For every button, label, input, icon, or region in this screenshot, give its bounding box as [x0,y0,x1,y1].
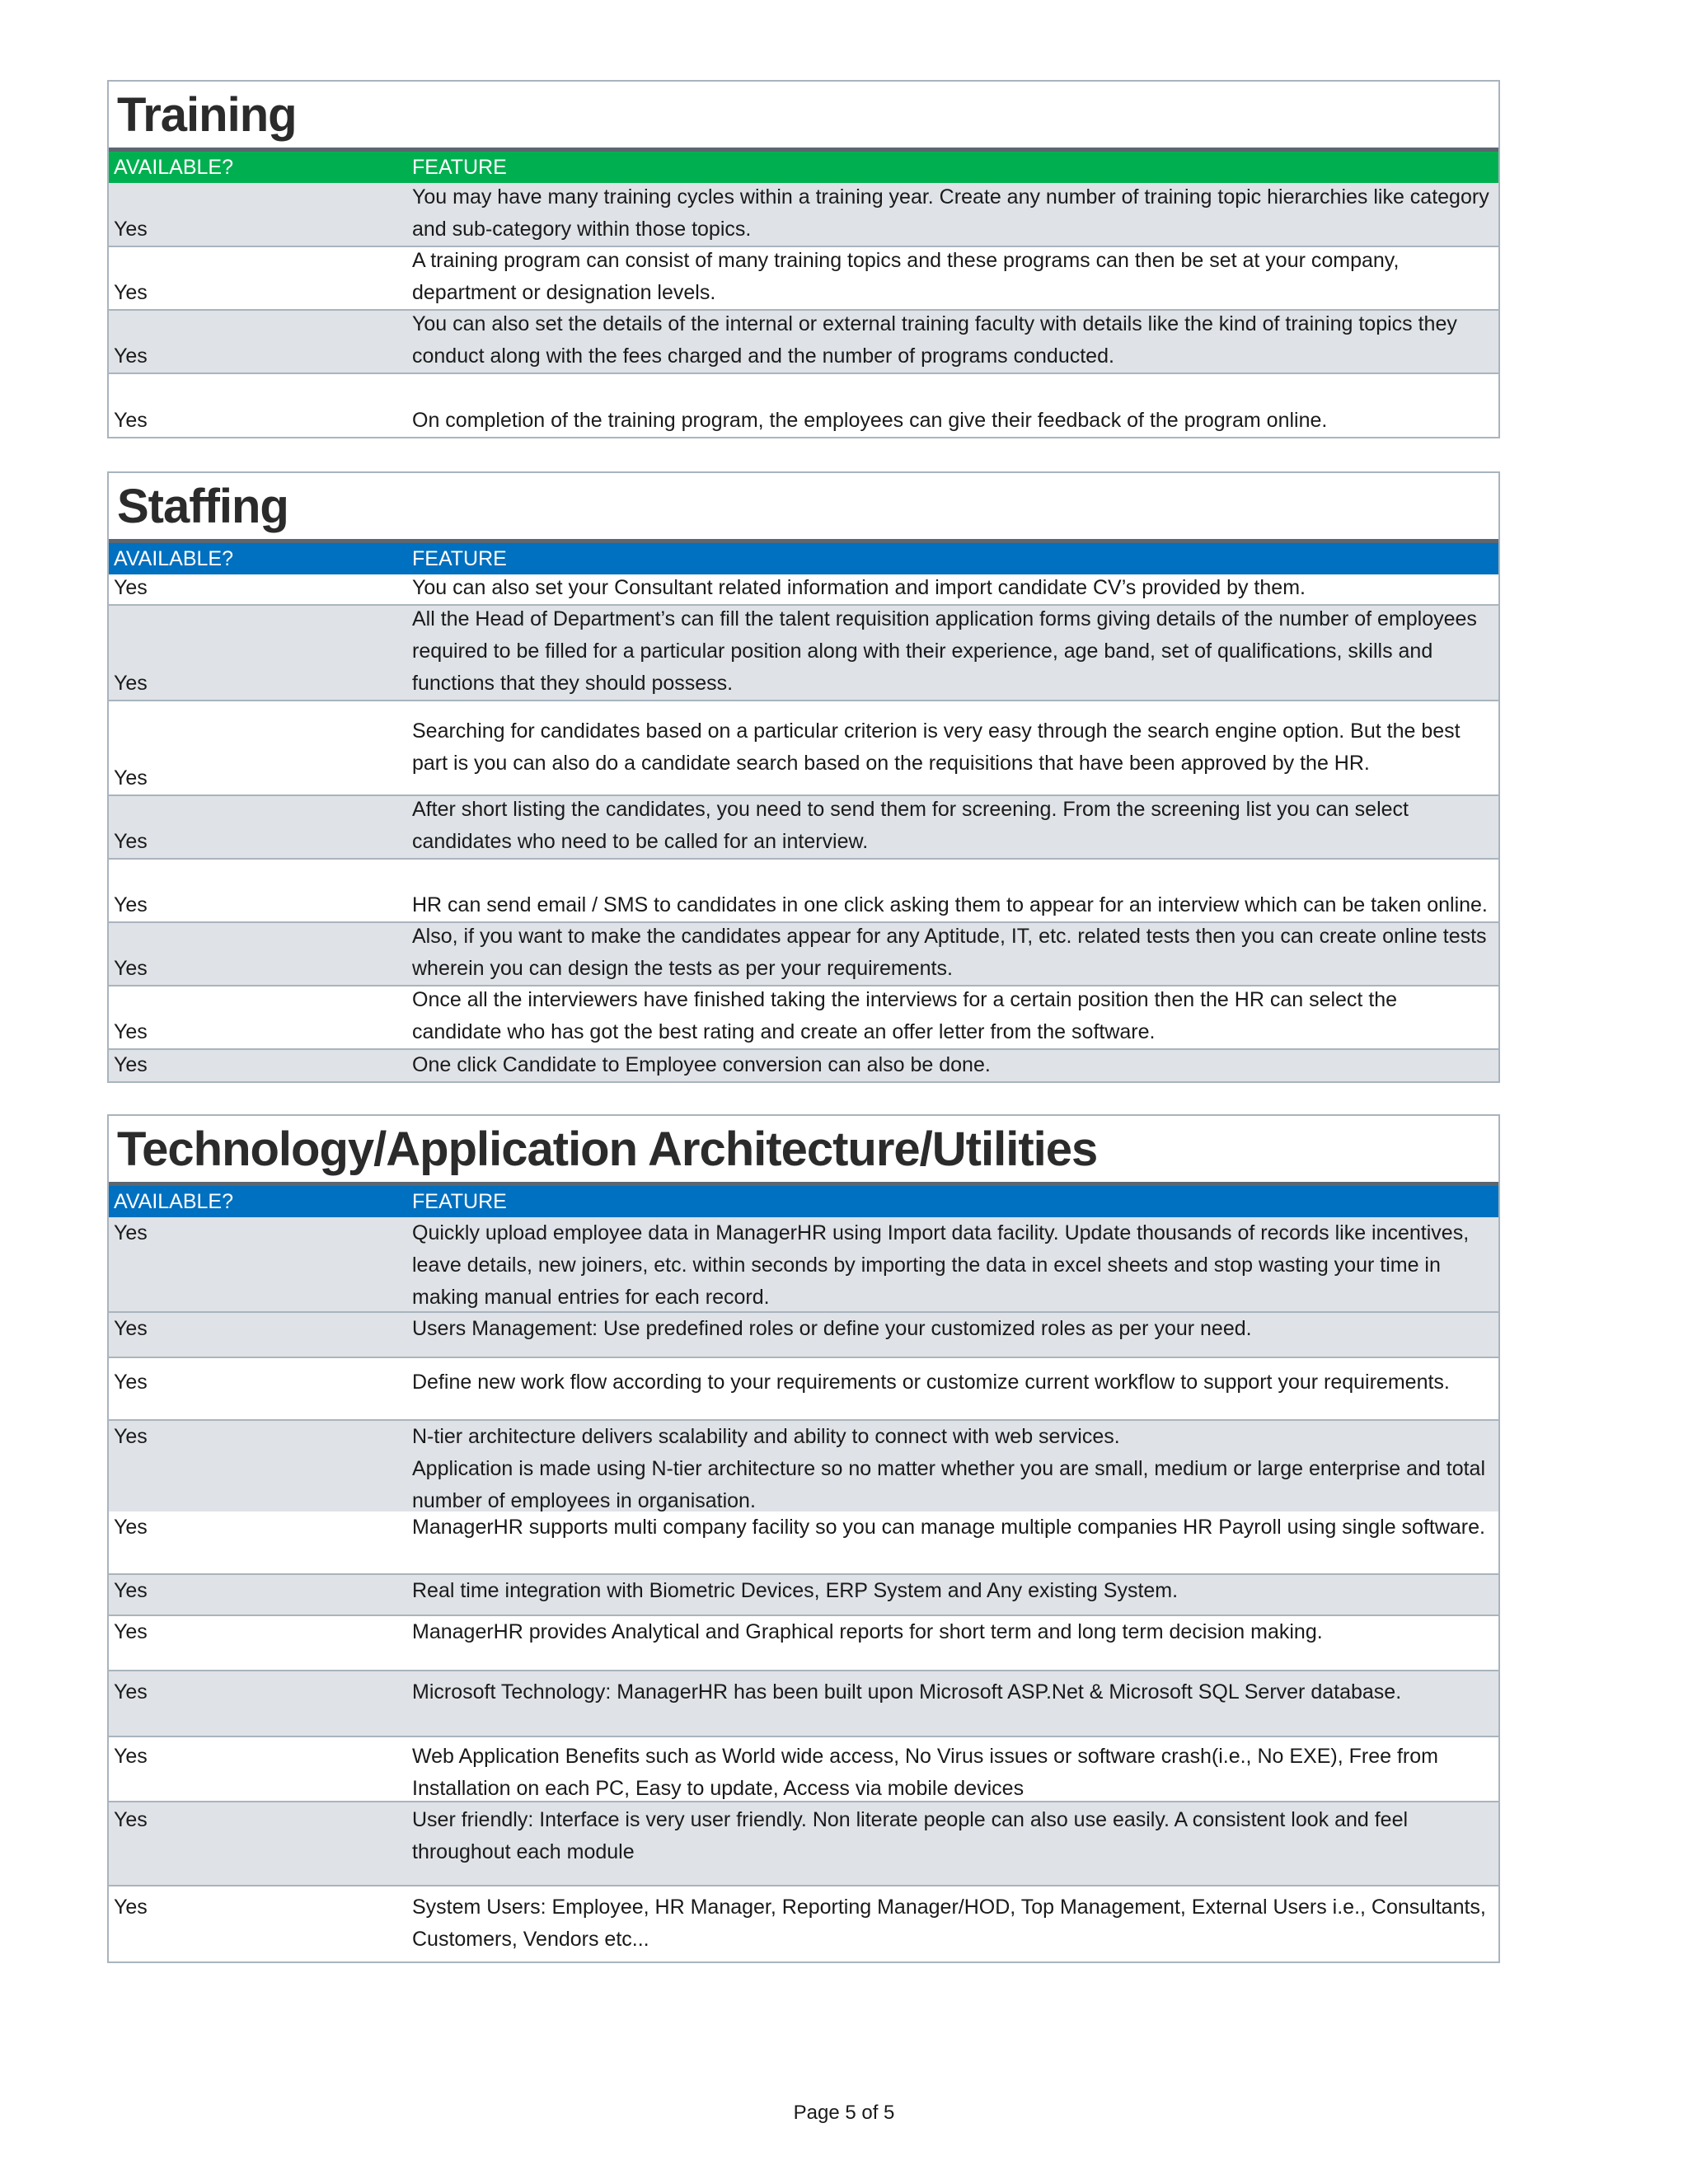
staffing-col-available: AVAILABLE? [114,546,233,570]
feature-cell: Once all the interviewers have finished taking the interviews for a certain position then the HR can select the candidate who has got the best rating and create an offer letter from the software. [412,988,1398,1043]
table-row [109,183,1498,247]
table-row [109,701,1498,796]
available-cell: Yes [114,766,148,790]
available-cell: Yes [114,1221,148,1244]
available-cell: Yes [114,1808,148,1831]
staffing-title-box [109,473,1498,543]
table-row [109,860,1498,923]
staffing-section [107,471,1500,1083]
feature-cell: Users Management: Use predefined roles or define your customized roles as per your need. [412,1317,1252,1340]
available-cell: Yes [114,409,148,432]
table-row [109,1616,1498,1671]
table-row [109,1050,1498,1081]
feature-cell: You can also set your Consultant related information and import candidate CV’s provided by them. [412,576,1306,599]
table-row [109,1217,1498,1313]
available-cell: Yes [114,1680,148,1704]
technology-col-available: AVAILABLE? [114,1189,233,1213]
table-row [109,1575,1498,1616]
feature-cell: Real time integration with Biometric Devices, ERP System and Any existing System. [412,1579,1179,1602]
available-cell: Yes [114,1516,148,1539]
table-row [109,987,1498,1050]
feature-cell: You may have many training cycles within a training year. Create any number of training topic hierarchies like category and sub-category within those topics. [412,185,1489,241]
feature-cell: On completion of the training program, the employees can give their feedback of the program online. [412,409,1328,432]
available-cell: Yes [114,344,148,368]
feature-cell: After short listing the candidates, you need to send them for screening. From the screening list you can select candidates who need to be called for an interview. [412,798,1409,853]
training-section [107,80,1500,438]
training-header-row [109,152,1498,183]
feature-cell: Also, if you want to make the candidates appear for any Aptitude, IT, etc. related tests then you can create online tests wherein you can design the tests as per your requirements. [412,925,1487,980]
table-row [109,606,1498,701]
available-cell: Yes [114,1620,148,1643]
training-title-box [109,82,1498,152]
technology-section [107,1114,1500,1963]
available-cell: Yes [114,576,148,599]
technology-title: Technology/Application Architecture/Utilities [117,1122,1098,1176]
page-number: Page 5 of 5 [793,2102,895,2124]
table-row [109,1671,1498,1737]
feature-cell: Web Application Benefits such as World wide access, No Virus issues or software crash(i.e., No EXE), Free from Installation on each PC, Easy to update, Access via mobile devices [412,1745,1438,1800]
feature-cell: HR can send email / SMS to candidates in one click asking them to appear for an interview which can be taken online. [412,893,1488,916]
training-title: Training [117,87,297,142]
available-cell: Yes [114,830,148,853]
available-cell: Yes [114,1371,148,1394]
available-cell: Yes [114,1579,148,1602]
available-cell: Yes [114,957,148,980]
feature-cell: All the Head of Department’s can fill the talent requisition application forms giving details of the number of employees required to be filled for a particular position along with their experience, age band, set of qualifications, skills and functions that they should possess. [412,607,1477,695]
feature-cell: ManagerHR provides Analytical and Graphical reports for short term and long term decision making. [412,1620,1323,1643]
feature-cell: User friendly: Interface is very user friendly. Non literate people can also use easily. A consistent look and feel throughout each module [412,1808,1409,1863]
feature-line-1: N-tier architecture delivers scalability and ability to connect with web services. [412,1425,1120,1448]
table-row [109,374,1498,437]
table-row [109,311,1498,374]
feature-cell: One click Candidate to Employee conversion can also be done. [412,1053,991,1076]
table-row [109,1421,1498,1511]
available-cell: Yes [114,281,148,304]
feature-cell: Define new work flow according to your requirements or customize current workflow to support your requirements. [412,1371,1450,1394]
available-cell: Yes [114,893,148,916]
technology-header-row [109,1186,1498,1217]
staffing-col-feature: FEATURE [412,546,507,570]
technology-title-box [109,1116,1498,1186]
feature-cell: Quickly upload employee data in ManagerHR using Import data facility. Update thousands of records like incentives, leave details, new joiners, etc. within seconds by importing the data in excel sheets and stop wasting your time in making manual entries for each record. [412,1221,1470,1309]
available-cell: Yes [114,672,148,695]
table-row [109,923,1498,987]
available-cell: Yes [114,218,148,241]
available-cell: Yes [114,1053,148,1076]
training-col-feature: FEATURE [412,155,507,179]
table-row [109,574,1498,606]
table-row [109,1802,1498,1886]
table-row [109,1886,1498,1961]
technology-col-feature: FEATURE [412,1189,507,1213]
feature-cell: A training program can consist of many training topics and these programs can then be set at your company, department or designation levels. [412,249,1400,304]
available-cell: Yes [114,1745,148,1768]
feature-cell: System Users: Employee, HR Manager, Reporting Manager/HOD, Top Management, External Users i.e., Consultants, Customers, Vendors etc... [412,1896,1486,1951]
table-row [109,1313,1498,1358]
staffing-header-row [109,543,1498,574]
training-col-available: AVAILABLE? [114,155,233,179]
feature-cell: Microsoft Technology: ManagerHR has been built upon Microsoft ASP.Net & Microsoft SQL Server database. [412,1680,1402,1704]
feature-cell: Searching for candidates based on a particular criterion is very easy through the search engine option. But the best part is you can also do a candidate search based on the requisitions that have been approved by the HR. [412,719,1461,775]
table-row [109,1737,1498,1802]
feature-cell: You can also set the details of the internal or external training faculty with details like the kind of training topics they conduct along with the fees charged and the number of programs conducted. [412,312,1457,368]
table-row [109,1358,1498,1421]
feature-cell: ManagerHR supports multi company facility so you can manage multiple companies HR Payroll using single software. [412,1516,1485,1539]
feature-line-2: Application is made using N-tier architecture so no matter whether you are small, medium or large enterprise and total number of employees in organisation. [412,1457,1486,1511]
available-cell: Yes [114,1896,148,1919]
table-row [109,247,1498,311]
staffing-title: Staffing [117,479,288,533]
feature-cell [412,1421,1498,1511]
table-row [109,1511,1498,1575]
available-cell: Yes [114,1020,148,1043]
table-row [109,796,1498,860]
available-cell: Yes [114,1317,148,1340]
available-cell: Yes [114,1425,148,1448]
